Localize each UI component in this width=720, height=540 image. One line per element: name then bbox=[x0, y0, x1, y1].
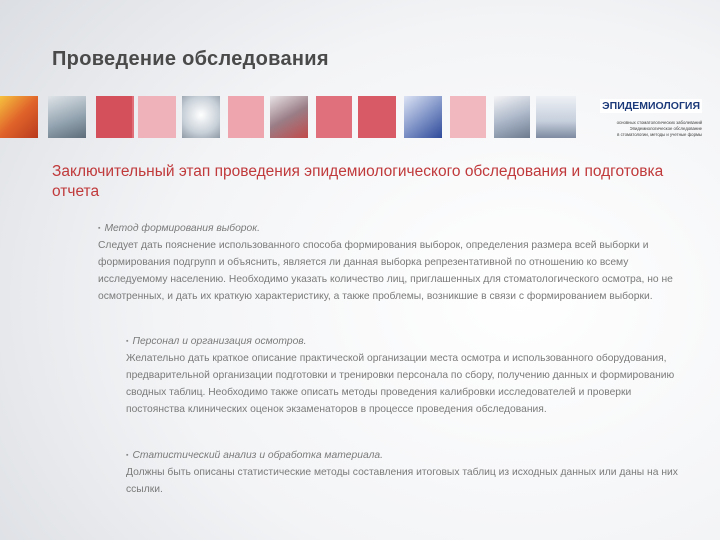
red-tile bbox=[358, 96, 396, 138]
brand-subtitle-line: основных стоматологических заболеваний bbox=[616, 120, 702, 125]
pink-tile bbox=[138, 96, 176, 138]
content-block bbox=[126, 447, 692, 498]
doctors-photo bbox=[536, 96, 576, 138]
red-tile bbox=[316, 96, 352, 138]
block-head: Персонал и организация осмотров. bbox=[132, 336, 307, 347]
doctor-photo bbox=[48, 96, 86, 138]
block-text: Следует дать пояснение использованного способа формирования выборок, определения размера всей выборки и формирования подгрупп и объяснить, является ли данная выборка репрезентативной по отношению ко всему исследуемому населению. Необходимо указать количество лиц, приглашенных для стоматологического осмотра, но не осмотренных, и дать их краткую характеристику, а также проблемы, возникшие в связи с формированием выборки. bbox=[98, 240, 673, 302]
section-heading: Заключительный этап проведения эпидемиологического обследования и подготовка отчета bbox=[52, 163, 664, 200]
red-tile bbox=[96, 96, 132, 138]
block-text: Должны быть описаны статистические методы составления итоговых таблиц из исходных данных или даны на них ссылки. bbox=[126, 467, 678, 495]
flowers-photo bbox=[0, 96, 38, 138]
brand-subtitle bbox=[582, 120, 702, 138]
content-block bbox=[126, 333, 692, 418]
brand-subtitle-line: Эпидемиологическое обследование bbox=[629, 126, 702, 131]
molecule-photo bbox=[182, 96, 220, 138]
pink-tile bbox=[228, 96, 264, 138]
slide-title: Проведение обследования bbox=[52, 48, 329, 70]
content-block bbox=[98, 220, 690, 305]
bullet-icon: ▪ bbox=[126, 338, 129, 345]
hands-photo bbox=[404, 96, 442, 138]
block-head: Статистический анализ и обработка материала. bbox=[132, 450, 383, 461]
block-head: Метод формирования выборок. bbox=[104, 223, 260, 234]
block-text: Желательно дать краткое описание практической организации места осмотра и использованного оборудования, предварительной организации подготовки и тренировки персонала по сбору, получению данных и формированию сводных таблиц. Необходимо также описать методы проведения калибровки исследователей и проверки постоянства клинических оценок экзаменаторов в процессе проведения обследования. bbox=[126, 353, 675, 415]
brand-title: ЭПИДЕМИОЛОГИЯ bbox=[602, 100, 700, 112]
lab-photo bbox=[270, 96, 308, 138]
bullet-icon: ▪ bbox=[98, 225, 101, 232]
brand-subtitle-line: в стоматологии, методы и учетные формы bbox=[617, 132, 702, 137]
pink-tile bbox=[450, 96, 486, 138]
brand-block bbox=[582, 96, 702, 138]
microscope-photo bbox=[494, 96, 530, 138]
bullet-icon: ▪ bbox=[126, 452, 129, 459]
